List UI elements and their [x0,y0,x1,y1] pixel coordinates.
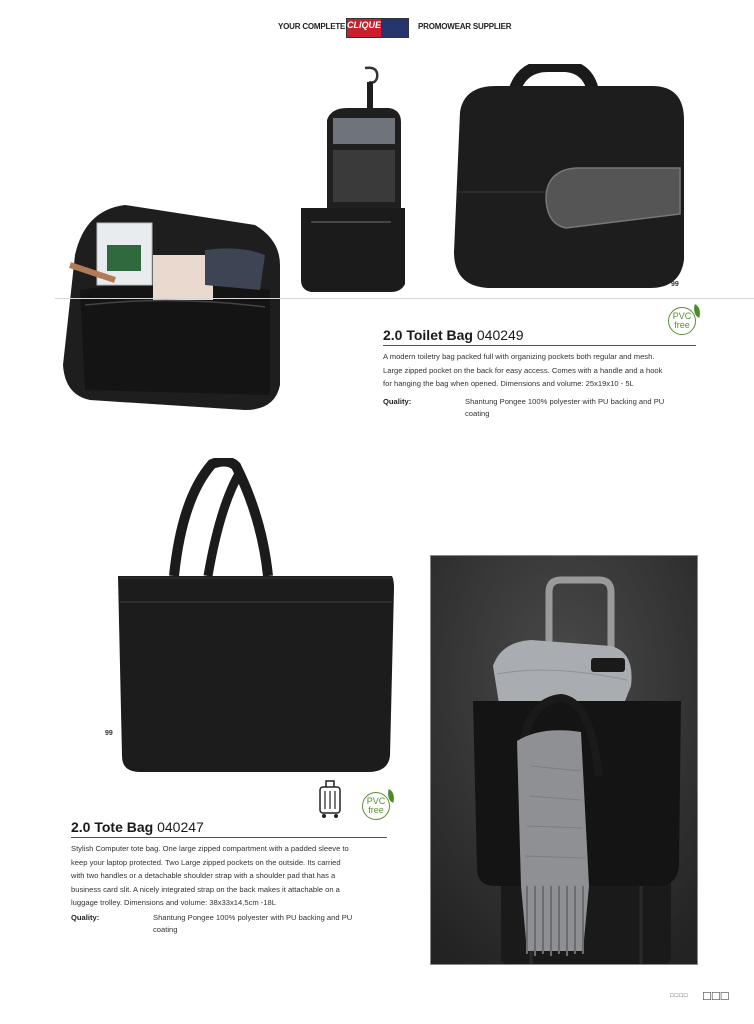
tote-bag-number-mark: 99 [105,730,113,737]
toilet-bag-code: 040249 [476,327,524,343]
tote-bag-description: Stylish Computer tote bag. One large zipped compartment with a padded sleeve to keep your laptop protected. Two Large zipped pockets on the outside. Its carried with two handles or a detachable shoulder strap with a shoulder pad that has a business card slit. A nicely integrated strap on the back makes it attachable on a luggage trolley. Dimensions and volume: 38x33x14,5cm -18L [71,844,349,907]
toilet-bag-description: A modern toiletry bag packed full with organizing pockets both regular and mesh. Large zipped pocket on the back for easy access. Comes with a handle and a hook for hanging the bag when opened. Dimensions and volume: 25x19x10 - 5L [383,352,663,388]
pvc-free-badge-icon: PVC free [668,307,696,335]
tote-bag-title [71,819,204,835]
footer-boxes: □□□□ [670,993,689,999]
pvc-free-badge-icon: PVC free [362,792,390,820]
toilet-bag-hanging-image [297,62,409,294]
header-left-text: YOUR COMPLETE [278,22,346,31]
page-number: □□□ [703,988,730,1003]
toilet-bag-open-image [55,195,285,415]
image-divider-line [55,298,754,299]
header-right-text: PROMOWEAR SUPPLIER [418,22,512,31]
tote-bag-title-rule [71,837,387,838]
toilet-bag-name: 2.0 Toilet Bag [383,327,473,343]
toilet-bag-title-rule [383,345,696,346]
toilet-bag-title [383,327,524,343]
trolley-icon [318,779,342,819]
toilet-bag-number-mark: 99 [671,281,679,288]
tote-bag-image [112,458,398,776]
tote-bag-quality-text: Shantung Pongee 100% polyester with PU backing and PU coating [153,913,353,934]
clique-logo [346,18,409,38]
toilet-bag-quality-text: Shantung Pongee 100% polyester with PU backing and PU coating [465,397,665,418]
toilet-bag-quality-label: Quality: [383,397,412,406]
tote-bag-code: 040247 [157,819,204,835]
tote-bag-name: 2.0 Tote Bag [71,819,154,835]
tote-bag-quality-label: Quality: [71,913,100,922]
toilet-bag-closed-image [448,64,688,292]
logo-text: CLIQUE [347,19,381,37]
tote-bag-lifestyle-photo [430,555,698,965]
